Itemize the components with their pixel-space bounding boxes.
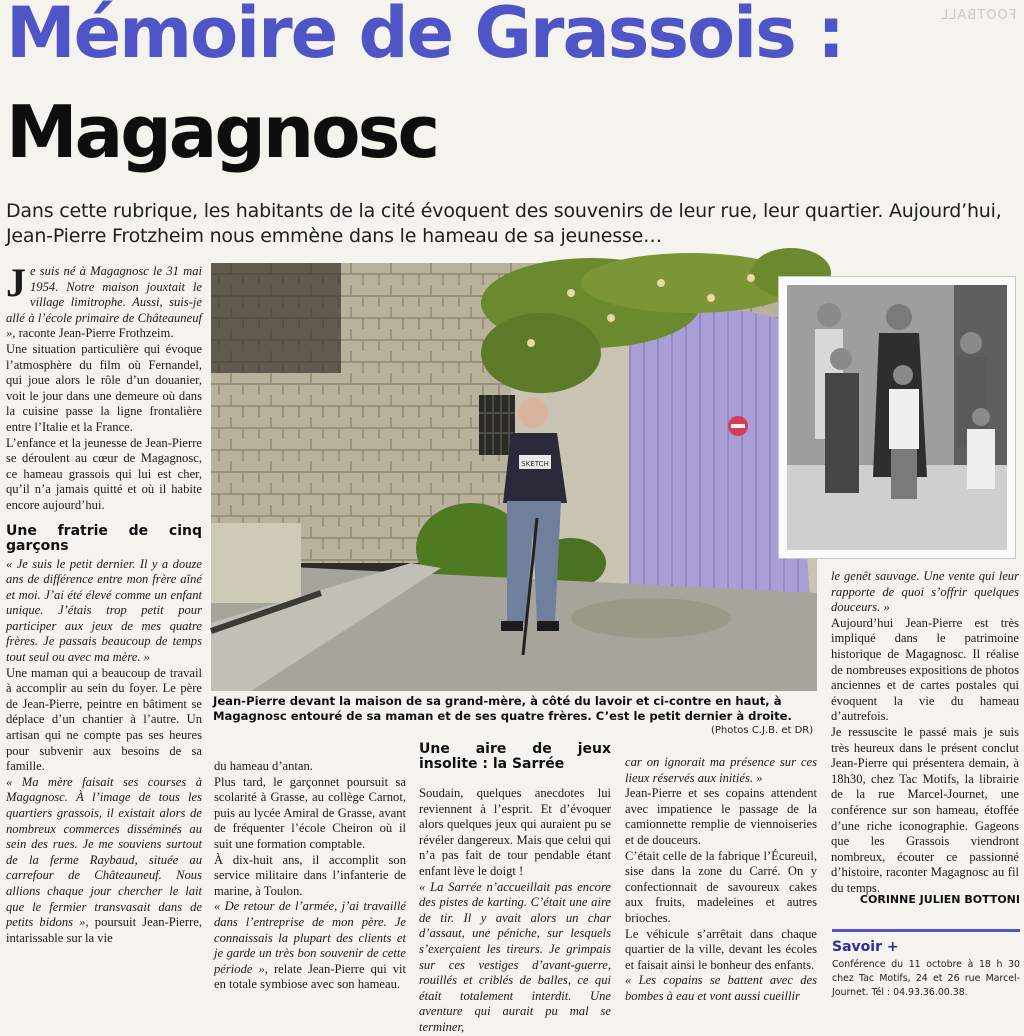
paragraph: Aujourd’hui Jean-Pierre est très impliqué dans le patrimoine historique de Magagnosc. Il réalise de nombreuses expositions de photos anciennes et de cartes postales qui évoquent la vie du hameau d’autrefois. — [831, 615, 1019, 724]
paragraph: , relate Jean-Pierre qui vit en totale symbiose avec son hameau. — [214, 961, 407, 992]
main-photo — [211, 263, 817, 691]
paragraph: Le véhicule s’arrêtait dans chaque quartier de la ville, devant les écoles et faisait ainsi le bonheur des enfants. — [625, 926, 817, 972]
article-column-3 — [419, 741, 611, 1034]
article-column-5 — [831, 569, 1019, 895]
paragraph: À dix-huit ans, il accomplit son service militaire dans l’infanterie de marine, à Toulon. — [214, 852, 406, 898]
paragraph: C’était celle de la fabrique l’Écureuil, sise dans la zone du Carré. On y confectionnait de savoureux cakes aux fruits, madeleines et autres brioches. — [625, 848, 817, 925]
section-heading: Une fratrie de cinq garçons — [6, 522, 202, 554]
paragraph: « La Sarrée n’accueillait pas encore des pistes de karting. C’était une aire de tir. Il y avait alors un char d’assaut, une péniche, sur lesquels s’exerçaient les tireurs. Je grimpais sur ces vestiges d’avant-guerre, rouillés et criblés de balles, ce qui était totalement interdit. Une aventure qui aurait pu mal se terminer, — [419, 879, 611, 1034]
paragraph: Plus tard, le garçonnet poursuit sa scolarité à Grasse, au collège Carnot, puis au lycée Amiral de Grasse, avant de fréquenter l’école Cheiron où il suit une formation comptable. — [214, 774, 406, 851]
savoir-divider — [832, 929, 1020, 932]
paragraph: , poursuit Jean-Pierre, intarissable sur la vie — [6, 915, 203, 945]
paragraph: « Ma mère faisait ses courses à Magagnosc. À l’image de tous les quartiers grassois, il existait alors de nombreux commerces disséminés au sein des rues. Je me souviens surtout de la ferme Raybaud, située au carrefour de Châteauneuf. Nous allions chaque jour chercher le lait que le fermier transvasait dans de petits bidons » — [6, 774, 202, 930]
tshirt-print: SKETCH — [521, 460, 549, 468]
family-photo — [778, 276, 1016, 559]
main-photo-illustration — [211, 263, 817, 691]
paragraph: Je ressuscite le passé mais je suis très heureux dans le présent conclut Jean-Pierre qui présentera demain, à 18h30, chez Tac Motifs, la librairie de la rue Marcel-Journet, une conférence sur son hameau, étoffée d’une riche iconographie. Gageons que les Grassois viendront nombreux, écouter ce passionné d’histoire, raconter Magagnosc au fil du temps. — [831, 724, 1019, 895]
photo-caption: Jean-Pierre devant la maison de sa grand-mère, à côté du lavoir et ci-contre en haut, à Magagnosc entouré de sa maman et de ses quatre frères. C’est le petit dernier à droite. — [213, 694, 792, 723]
paragraph: Jean-Pierre et ses copains attendent avec impatience le passage de la camionnette remplie de viennoiseries et de douceurs. — [625, 786, 817, 847]
paragraph: Soudain, quelques anecdotes lui reviennent à l’esprit. Et d’évoquer alors quelques jeux qui auraient pu se révéler dangereux. Mais que celui qui n’a pas fait de tour pendable étant enfant lève le doigt ! — [419, 786, 611, 878]
paragraph: car on ignorait ma présence sur ces lieux réservés aux initiés. » — [625, 755, 817, 785]
article-column-2 — [214, 759, 406, 1024]
savoir-title: Savoir + — [832, 939, 899, 955]
article-column-1 — [6, 260, 203, 1024]
drop-cap: J — [6, 260, 26, 305]
savoir-text: Conférence du 11 octobre à 18 h 30 chez Tac Motifs, 24 et 26 rue Marcel-Journet. Tél : 04.93.36.00.38. — [832, 959, 1020, 998]
paragraph: le genêt sauvage. Une vente qui leur rapporte de quoi s’offrir quelques douceurs. » — [831, 569, 1019, 615]
paragraph: , raconte Jean-Pierre Frothzeim. — [12, 326, 174, 341]
paragraph: « Je suis le petit dernier. Il y a douze ans de différence entre mon frère aîné et moi. J’ai été élevé comme un enfant unique. J’étais trop petit pour participer aux jeux de mes quatre frères. Je passais beaucoup de temps tout seul ou avec ma mère. » — [6, 556, 202, 665]
headline-line-1: Mémoire de Grassois : — [6, 0, 844, 74]
intro-paragraph: Dans cette rubrique, les habitants de la cité évoquent des souvenirs de leur rue, leur quartier. Aujourd’hui, Jean-Pierre Frotzheim nous emmène dans le hameau de sa jeunesse… — [6, 200, 1002, 247]
paragraph: Une situation particulière qui évoque l’atmosphère du film où Fernandel, qui joue alors le rôle d’un douanier, voit le jour dans une demeure où dans la cuisine passe la ligne frontalière entre l’Italie et la France. — [6, 341, 202, 434]
paragraph: Une maman qui a beaucoup de travail à accomplir au sein du foyer. Le père de Jean-Pierre, peintre en bâtiment se déplace d’un chantier à l’autre. Un artisan qui ne compte pas ses heures pour subvenir aux besoins de sa famille. — [6, 665, 202, 774]
section-heading: Une aire de jeux insolite : la Sarrée — [419, 741, 611, 772]
photo-credit: (Photos C.J.B. et DR) — [711, 725, 814, 736]
wash-basin — [211, 523, 301, 603]
paragraph: « De retour de l’armée, j’ai travaillé dans l’entreprise de mon père. Je connaissais la plupart des clients et je garde un très bon souvenir de cette période » — [214, 899, 406, 976]
paragraph: du hameau d’antan. — [214, 759, 313, 773]
paragraph: e suis né à Magagnosc le 31 mai 1954. Notre maison jouxtait le village limitrophe. Aussi, suis-je allé à l’école primaire de Châteauneuf » — [6, 264, 202, 341]
article-column-4 — [625, 755, 817, 1024]
author-signature: CORINNE JULIEN BOTTONI — [859, 893, 1020, 906]
family-photo-illustration — [779, 277, 1015, 558]
bleed-through-text: FOOTBALL — [939, 8, 1016, 23]
paragraph: « Les copains se battent avec des bombes à eau et vont aussi cueillir — [625, 973, 817, 1003]
headline-line-2: Magagnosc — [6, 90, 438, 174]
paragraph: L’enfance et la jeunesse de Jean-Pierre se déroulent au cœur de Magagnosc, ce hameau grassois qui lui est cher, qu’il n’a jamais quitté et où il habite encore aujourd’hui. — [6, 435, 202, 512]
